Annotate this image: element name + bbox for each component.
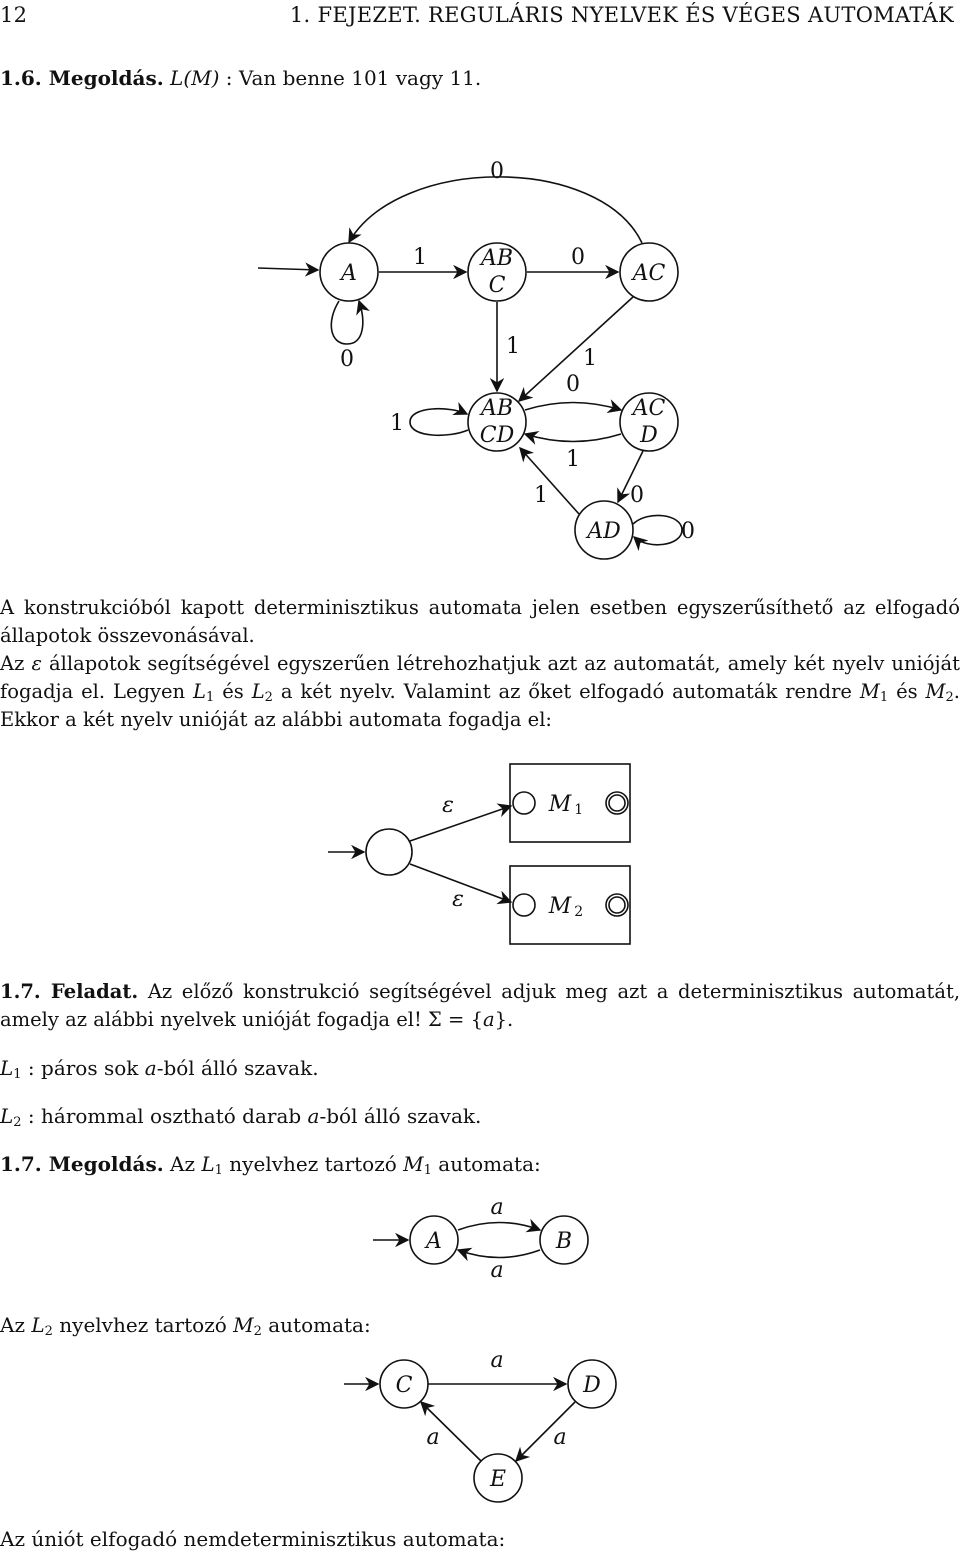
state-abc-label-2: C	[488, 273, 506, 298]
union-eps-edge-1	[410, 806, 511, 841]
edge-a-self	[331, 301, 362, 344]
label-acd-to-ad: 0	[630, 483, 644, 508]
m1-top-edge-label: a	[490, 1195, 504, 1220]
language-2-definition: $L_2$ : hárommal osztható darab a-ból álló szavak.	[0, 1104, 482, 1130]
label-a-to-abc: 1	[413, 245, 427, 270]
edge-ad-self	[633, 515, 682, 544]
paragraph-simplification	[0, 594, 960, 650]
union-eps-label-2: ε	[452, 887, 464, 912]
running-header: 1. FEJEZET. REGULÁRIS NYELVEK ÉS VÉGES AUTOMATÁK	[289, 3, 954, 27]
task-17-line-1: 1.7. Feladat. Az előző konstrukció segítségével adjuk meg azt a determinisztikus automatát,	[0, 980, 960, 1003]
union-start-state	[366, 829, 412, 875]
label-abc-to-abcd: 1	[506, 334, 520, 359]
m2-edge-e-to-c-label: a	[426, 1425, 440, 1450]
solution-16-language: L(M)	[170, 66, 220, 90]
edge-ac-to-a	[349, 177, 642, 243]
state-abc-label-1: AB	[480, 246, 514, 271]
m1-state-a-label: A	[426, 1229, 442, 1254]
edge-abcd-to-acd	[525, 403, 621, 411]
m1-start-state	[513, 792, 535, 814]
edge-abcd-self	[410, 409, 468, 436]
solution-17-label: 1.7. Megoldás.	[0, 1152, 164, 1176]
state-abcd-label-2: CD	[479, 423, 515, 448]
label-a-self: 0	[340, 347, 354, 372]
m2-edge-c-to-d-label: a	[490, 1348, 504, 1373]
state-a-label: A	[341, 261, 357, 286]
state-ac-label: AC	[632, 261, 666, 286]
solution-16-text: : Van benne 101 vagy 11.	[225, 66, 482, 90]
m2-accept-state-inner	[609, 897, 625, 913]
edge-acd-to-abcd	[525, 434, 621, 442]
start-arrow	[258, 268, 318, 270]
m1-edge-a-to-b	[458, 1223, 540, 1231]
task-17-line-2: amely az alábbi nyelvek unióját fogadja el! Σ = {a}.	[0, 1008, 514, 1031]
language-1-definition: $L_1$ : páros sok a-ból álló szavak.	[0, 1056, 319, 1082]
m1-state-b-label: B	[555, 1229, 573, 1254]
page-number: 12	[0, 3, 28, 27]
label-ac-to-a: 0	[490, 159, 504, 184]
state-abcd-label-1: AB	[480, 396, 514, 421]
m2-edge-d-to-e-label: a	[553, 1425, 567, 1450]
state-acd-label-2: D	[640, 423, 658, 448]
m2-box-label: M 2	[548, 894, 584, 920]
m2-state-c-label: C	[395, 1373, 413, 1398]
state-ad-label: AD	[587, 519, 621, 544]
label-abcd-self: 1	[390, 411, 404, 436]
m2-state-d-label: D	[583, 1373, 601, 1398]
paragraph-union-line-2: fogadja el. Legyen $L_1$ és $L_2$ a két nyelv. Valamint az őket elfogadó automaták rendre $M_1$ és $M_2$.	[0, 680, 960, 705]
m2-state-e-label: E	[489, 1467, 507, 1492]
m2-intro-line: Az $L_2$ nyelvhez tartozó $M_2$ automata:	[0, 1313, 371, 1339]
state-acd-label-1: AC	[632, 396, 666, 421]
union-eps-label-1: ε	[442, 793, 454, 818]
m1-edge-b-to-a	[458, 1250, 540, 1258]
solution-17-line: 1.7. Megoldás. Az $L_1$ nyelvhez tartozó $M_1$ automata:	[0, 1152, 541, 1178]
paragraph-union-line-1: Az ε állapotok segítségével egyszerűen létrehozhatjuk azt az automatát, amely két nyelv unióját	[0, 652, 960, 675]
label-abcd-to-acd: 0	[566, 372, 580, 397]
solution-16-label: 1.6. Megoldás.	[0, 66, 164, 90]
m2-start-state	[513, 894, 535, 916]
label-abc-to-ac: 0	[571, 245, 585, 270]
union-nfa-intro-line: Az úniót elfogadó nemdeterminisztikus automata:	[0, 1527, 506, 1551]
m1-box-label: M 1	[548, 792, 584, 818]
label-acd-to-abcd: 1	[566, 447, 580, 472]
task-17-label: 1.7. Feladat.	[0, 980, 139, 1003]
m1-accept-state-inner	[609, 795, 625, 811]
label-ac-to-abcd: 1	[583, 346, 597, 371]
paragraph-simplification-line-2: állapotok összevonásával.	[0, 624, 255, 647]
label-ad-to-abcd: 1	[534, 483, 548, 508]
paragraph-simplification-line-1: A konstrukcióból kapott determinisztikus automata jelen esetben egyszerűsíthető az elfogadó	[0, 596, 960, 619]
paragraph-union-line-3: Ekkor a két nyelv unióját az alábbi automata fogadja el:	[0, 708, 552, 731]
label-ad-self: 0	[681, 519, 695, 544]
task-17	[0, 978, 960, 1034]
paragraph-union	[0, 650, 960, 734]
m1-bottom-edge-label: a	[490, 1258, 504, 1283]
